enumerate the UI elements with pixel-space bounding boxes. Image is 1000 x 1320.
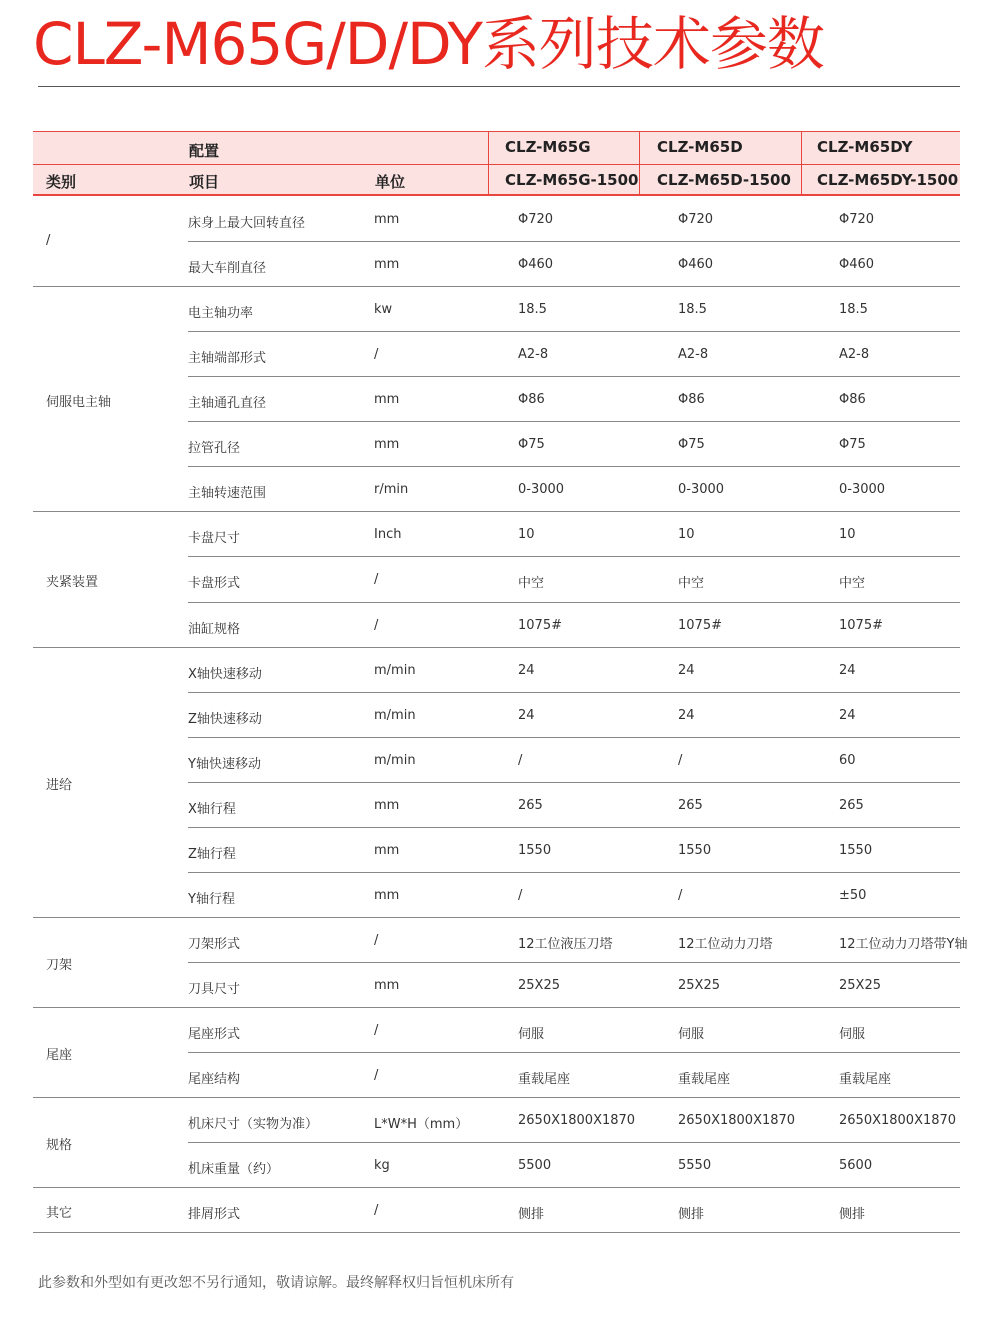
value-cell-dy: A2-8	[839, 347, 870, 363]
item-cell: 卡盘形式	[188, 576, 241, 592]
value-cell-g: /	[518, 752, 523, 768]
footnote: 此参数和外型如有更改恕不另行通知，敬请谅解。最终解释权归旨恒机床所有	[38, 1275, 514, 1291]
header-variant-d: CLZ-M65D-1500	[657, 171, 791, 189]
value-cell-d: Φ86	[678, 392, 705, 408]
value-cell-dy: 伺服	[839, 1027, 866, 1043]
group-divider	[33, 286, 960, 287]
unit-cell: mm	[374, 887, 400, 903]
row-divider	[188, 376, 960, 377]
row-divider	[188, 466, 960, 467]
item-cell: 最大车削直径	[188, 261, 267, 277]
value-cell-d: 0-3000	[678, 482, 725, 498]
value-cell-d: Φ460	[678, 257, 714, 273]
value-cell-dy: 5600	[839, 1158, 873, 1174]
item-cell: Z轴行程	[188, 846, 236, 862]
unit-cell: mm	[374, 842, 400, 858]
unit-cell: kg	[374, 1158, 390, 1174]
header-model-g: CLZ-M65G	[505, 138, 591, 156]
group-divider	[33, 647, 960, 648]
value-cell-g: Φ75	[518, 437, 545, 453]
value-cell-dy: Φ86	[839, 392, 866, 408]
row-divider	[188, 1052, 960, 1053]
value-cell-g: 24	[518, 707, 535, 723]
header-config-label: 配置	[189, 142, 220, 160]
unit-cell: /	[374, 932, 379, 948]
item-cell: Y轴行程	[188, 891, 235, 907]
category-label: 伺服电主轴	[46, 394, 112, 410]
value-cell-g: A2-8	[518, 347, 549, 363]
value-cell-g: 18.5	[518, 302, 547, 318]
value-cell-d: 12工位动力刀塔	[678, 936, 773, 952]
item-cell: Y轴快速移动	[188, 756, 261, 772]
item-cell: 拉管孔径	[188, 441, 241, 457]
row-divider	[188, 692, 960, 693]
value-cell-dy: 1075#	[839, 617, 883, 633]
header-column-divider	[801, 132, 802, 194]
unit-cell: m/min	[374, 707, 416, 723]
header-column-divider	[488, 132, 489, 194]
unit-cell: mm	[374, 212, 400, 227]
value-cell-dy: 1550	[839, 842, 873, 858]
item-cell: X轴快速移动	[188, 666, 262, 682]
header-column-divider	[639, 132, 640, 194]
value-cell-dy: 10	[839, 527, 856, 543]
value-cell-dy: 25X25	[839, 978, 881, 994]
value-cell-dy: 2650X1800X1870	[839, 1113, 957, 1129]
value-cell-g: 12工位液压刀塔	[518, 936, 613, 952]
category-label: 夹紧装置	[46, 575, 99, 590]
page-title: CLZ-M65G/D/DY系列技术参数	[33, 10, 824, 78]
value-cell-g: /	[518, 887, 523, 903]
item-cell: 床身上最大回转直径	[188, 216, 306, 231]
unit-cell: mm	[374, 392, 400, 408]
value-cell-dy: 重载尾座	[839, 1072, 892, 1088]
row-divider	[188, 421, 960, 422]
header-item-label: 项目	[189, 173, 220, 191]
group-divider	[33, 1187, 960, 1188]
value-cell-d: 24	[678, 662, 695, 678]
category-label: 刀架	[46, 958, 73, 974]
header-unit-label: 单位	[375, 173, 406, 191]
item-cell: Z轴快速移动	[188, 711, 262, 727]
value-cell-d: 10	[678, 527, 695, 543]
value-cell-dy: 265	[839, 797, 864, 813]
item-cell: 主轴通孔直径	[188, 396, 267, 412]
row-divider	[188, 737, 960, 738]
value-cell-dy: 60	[839, 752, 856, 768]
header-variant-g: CLZ-M65G-1500	[505, 171, 639, 189]
category-label: 规格	[46, 1138, 73, 1154]
value-cell-dy: Φ75	[839, 437, 866, 453]
header-category-label: 类别	[46, 173, 77, 191]
value-cell-d: 1075#	[678, 617, 722, 633]
item-cell: 机床重量（约）	[188, 1162, 280, 1178]
value-cell-g: Φ86	[518, 392, 545, 408]
unit-cell: mm	[374, 797, 400, 813]
group-divider	[33, 511, 960, 512]
value-cell-d: 伺服	[678, 1027, 705, 1043]
item-cell: 机床尺寸（实物为准）	[188, 1117, 319, 1133]
group-divider	[33, 1007, 960, 1008]
row-divider	[188, 241, 960, 242]
value-cell-g: 24	[518, 662, 535, 678]
value-cell-dy: 12工位动力刀塔带Y轴	[839, 936, 968, 952]
unit-cell: /	[374, 1023, 379, 1039]
value-cell-dy: ±50	[839, 887, 867, 903]
unit-cell: /	[374, 1068, 379, 1084]
value-cell-dy: 侧排	[839, 1207, 866, 1223]
value-cell-g: 1075#	[518, 617, 562, 633]
item-cell: 排屑形式	[188, 1207, 241, 1223]
value-cell-dy: 24	[839, 662, 856, 678]
unit-cell: Inch	[374, 527, 402, 543]
item-cell: 主轴端部形式	[188, 351, 267, 367]
value-cell-d: 重载尾座	[678, 1072, 731, 1088]
value-cell-g: 侧排	[518, 1207, 545, 1223]
value-cell-g: 5500	[518, 1158, 552, 1174]
value-cell-dy: Φ460	[839, 257, 875, 273]
value-cell-d: 5550	[678, 1158, 712, 1174]
value-cell-g: 重载尾座	[518, 1072, 571, 1088]
unit-cell: /	[374, 1203, 379, 1219]
value-cell-d: 25X25	[678, 978, 720, 994]
title-divider	[38, 86, 960, 87]
row-divider	[188, 1142, 960, 1143]
value-cell-d: Φ720	[678, 212, 714, 227]
category-label: /	[46, 233, 51, 249]
item-cell: 主轴转速范围	[188, 486, 267, 502]
value-cell-dy: 0-3000	[839, 482, 886, 498]
value-cell-g: 25X25	[518, 978, 560, 994]
value-cell-g: 2650X1800X1870	[518, 1113, 636, 1129]
unit-cell: /	[374, 617, 379, 633]
value-cell-d: /	[678, 752, 683, 768]
value-cell-dy: 中空	[839, 576, 866, 592]
unit-cell: m/min	[374, 662, 416, 678]
header-model-dy: CLZ-M65DY	[817, 138, 913, 156]
item-cell: 卡盘尺寸	[188, 531, 241, 547]
group-divider	[33, 1097, 960, 1098]
value-cell-d: /	[678, 887, 683, 903]
value-cell-d: A2-8	[678, 347, 709, 363]
unit-cell: mm	[374, 437, 400, 453]
category-label: 尾座	[46, 1048, 73, 1064]
group-divider	[33, 917, 960, 918]
unit-cell: m/min	[374, 752, 416, 768]
header-model-d: CLZ-M65D	[657, 138, 743, 156]
category-label: 其它	[46, 1205, 73, 1221]
row-divider	[188, 782, 960, 783]
value-cell-g: 中空	[518, 576, 545, 592]
item-cell: 刀架形式	[188, 936, 241, 952]
value-cell-d: 1550	[678, 842, 712, 858]
header-divider	[33, 164, 960, 165]
value-cell-d: 24	[678, 707, 695, 723]
item-cell: X轴行程	[188, 801, 236, 817]
unit-cell: /	[374, 572, 379, 588]
unit-cell: kw	[374, 302, 393, 318]
header-variant-dy: CLZ-M65DY-1500	[817, 171, 959, 189]
value-cell-d: 侧排	[678, 1207, 705, 1223]
item-cell: 电主轴功率	[188, 306, 254, 322]
unit-cell: L*W*H（mm）	[374, 1117, 469, 1133]
unit-cell: r/min	[374, 482, 409, 498]
unit-cell: mm	[374, 257, 400, 273]
value-cell-g: Φ460	[518, 257, 554, 273]
row-divider	[188, 556, 960, 557]
unit-cell: /	[374, 347, 379, 363]
item-cell: 油缸规格	[188, 621, 241, 637]
row-divider	[188, 962, 960, 963]
value-cell-g: 0-3000	[518, 482, 565, 498]
value-cell-dy: Φ720	[839, 212, 875, 227]
table-header	[33, 131, 960, 196]
value-cell-d: 2650X1800X1870	[678, 1113, 796, 1129]
item-cell: 尾座形式	[188, 1027, 241, 1043]
value-cell-g: 1550	[518, 842, 552, 858]
item-cell: 刀具尺寸	[188, 982, 241, 998]
value-cell-dy: 18.5	[839, 302, 868, 318]
value-cell-d: 18.5	[678, 302, 707, 318]
value-cell-g: 伺服	[518, 1027, 545, 1043]
group-divider	[33, 1232, 960, 1233]
row-divider	[188, 602, 960, 603]
item-cell: 尾座结构	[188, 1072, 241, 1088]
value-cell-dy: 24	[839, 707, 856, 723]
value-cell-g: 265	[518, 797, 543, 813]
row-divider	[188, 872, 960, 873]
value-cell-d: 中空	[678, 576, 705, 592]
row-divider	[188, 827, 960, 828]
unit-cell: mm	[374, 978, 400, 994]
value-cell-g: 10	[518, 527, 535, 543]
value-cell-d: 265	[678, 797, 703, 813]
row-divider	[188, 331, 960, 332]
value-cell-d: Φ75	[678, 437, 705, 453]
category-label: 进给	[46, 777, 73, 793]
value-cell-g: Φ720	[518, 212, 554, 227]
